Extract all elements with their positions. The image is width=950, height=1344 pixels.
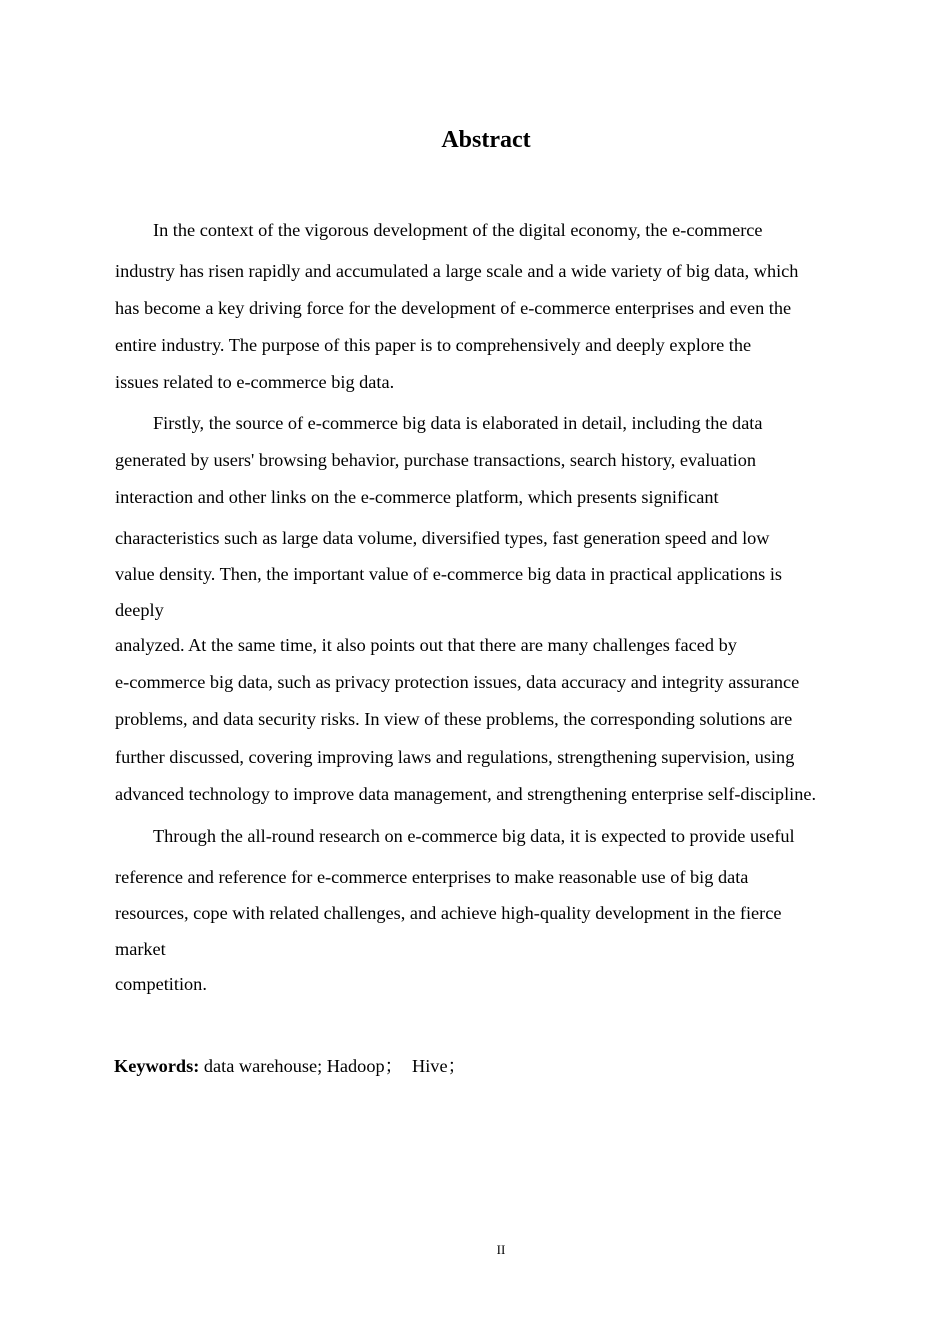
- paragraph-line: issues related to e-commerce big data.: [115, 372, 395, 392]
- paragraph-line: further discussed, covering improving laws and regulations, strengthening supervision, using: [115, 747, 795, 767]
- paragraph-line: analyzed. At the same time, it also points out that there are many challenges faced by: [115, 635, 737, 655]
- paragraph-line: interaction and other links on the e-commerce platform, which presents significant: [115, 487, 719, 507]
- paragraph-line: reference and reference for e-commerce enterprises to make reasonable use of big data: [115, 867, 749, 887]
- paragraph-line: Through the all-round research on e-commerce big data, it is expected to provide useful: [153, 826, 795, 846]
- paragraph-line: advanced technology to improve data management, and strengthening enterprise self-discipline.: [115, 784, 817, 804]
- keywords-value: data warehouse; Hadoop； Hive；: [203, 1056, 466, 1076]
- page-number: II: [496, 1242, 506, 1257]
- paragraph-line: entire industry. The purpose of this paper is to comprehensively and deeply explore the: [115, 335, 752, 355]
- keywords: [114, 1054, 466, 1078]
- paragraph-line: industry has risen rapidly and accumulated a large scale and a wide variety of big data, which: [115, 261, 799, 281]
- paragraph-line: competition.: [115, 974, 207, 994]
- paragraph-line: value density. Then, the important value of e-commerce big data in practical applications is: [115, 564, 783, 584]
- paragraph-line: problems, and data security risks. In view of these problems, the corresponding solutions are: [115, 709, 793, 729]
- page-title: Abstract: [441, 127, 531, 153]
- paragraph-line: deeply: [115, 600, 164, 620]
- paragraph-line: market: [115, 939, 166, 959]
- paragraph-line: resources, cope with related challenges, and achieve high-quality development in the fierce: [115, 903, 782, 923]
- paragraph-line: e-commerce big data, such as privacy protection issues, data accuracy and integrity assurance: [115, 672, 800, 692]
- paragraph-line: generated by users' browsing behavior, purchase transactions, search history, evaluation: [115, 450, 757, 470]
- paragraph-line: characteristics such as large data volume, diversified types, fast generation speed and low: [115, 528, 770, 548]
- paragraph-line: Firstly, the source of e-commerce big data is elaborated in detail, including the data: [153, 413, 763, 433]
- paragraph-line: has become a key driving force for the development of e-commerce enterprises and even the: [115, 298, 792, 318]
- paragraph-line: In the context of the vigorous development of the digital economy, the e-commerce: [153, 220, 763, 240]
- keywords-label: Keywords:: [114, 1056, 200, 1076]
